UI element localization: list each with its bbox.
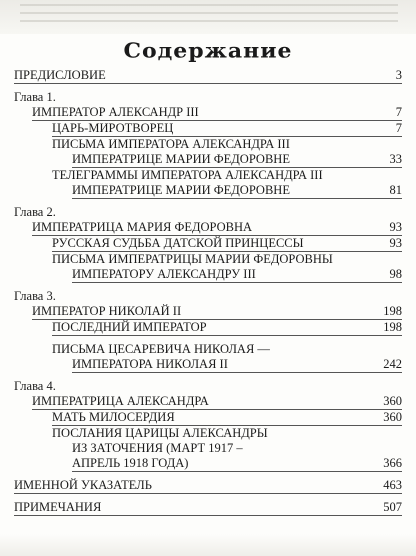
toc-entry-page: 366 — [383, 456, 402, 470]
chapter-heading: Глава 1. — [14, 90, 56, 104]
toc-entry-label: АПРЕЛЬ 1918 ГОДА) — [72, 456, 189, 470]
toc-entry[interactable] — [32, 220, 402, 236]
toc-entry-page: 198 — [383, 320, 402, 334]
toc-entry[interactable] — [72, 183, 402, 199]
show-through-bottom — [0, 534, 416, 556]
toc-entry-page: 7 — [395, 105, 402, 119]
toc-entry[interactable] — [52, 236, 402, 252]
toc-entry-label: ИМПЕРАТОРА НИКОЛАЯ II — [72, 357, 228, 371]
bleed-line — [20, 20, 398, 22]
toc-entry-page: 360 — [383, 394, 402, 408]
toc-entry-page: 507 — [383, 500, 402, 514]
toc-entry-line: ПИСЬМА ЦЕСАРЕВИЧА НИКОЛАЯ — — [52, 342, 270, 356]
bleed-line — [20, 4, 398, 6]
chapter-heading: Глава 3. — [14, 289, 56, 303]
chapter-heading: Глава 2. — [14, 205, 56, 219]
toc-entry-page: 93 — [389, 220, 402, 234]
toc-entry-label: ИМПЕРАТРИЦА МАРИЯ ФЕДОРОВНА — [32, 220, 253, 234]
toc-entry[interactable] — [72, 152, 402, 168]
chapter-heading: Глава 4. — [14, 379, 56, 393]
toc-entry-page: 463 — [383, 478, 402, 492]
toc-entry-label: МАТЬ МИЛОСЕРДИЯ — [52, 410, 175, 424]
toc-entry[interactable] — [32, 304, 402, 320]
toc-entry-label: ИМПЕРАТОР АЛЕКСАНДР III — [32, 105, 199, 119]
toc-entry-preface[interactable] — [14, 68, 402, 84]
toc-entry[interactable] — [72, 267, 402, 283]
toc-entry-label: ПОСЛЕДНИЙ ИМПЕРАТОР — [52, 320, 207, 334]
toc-entry-label: ПРИМЕЧАНИЯ — [14, 500, 102, 514]
toc-entry[interactable] — [72, 456, 402, 472]
page-title: Содержание — [123, 38, 293, 64]
toc-entry-label: ИМЕННОЙ УКАЗАТЕЛЬ — [14, 478, 152, 492]
toc-entry-label: ИМПЕРАТРИЦЕ МАРИИ ФЕДОРОВНЕ — [72, 152, 290, 166]
toc-entry-label: ИМПЕРАТОРУ АЛЕКСАНДРУ III — [72, 267, 256, 281]
toc-entry-label: ЦАРЬ-МИРОТВОРЕЦ — [52, 121, 174, 135]
toc-entry-line: ПОСЛАНИЯ ЦАРИЦЫ АЛЕКСАНДРЫ — [52, 426, 268, 440]
toc-entry-page: 98 — [389, 267, 402, 281]
bleed-line — [20, 12, 398, 14]
toc-entry[interactable] — [72, 357, 402, 373]
toc-entry-page: 7 — [395, 121, 402, 135]
toc-entry-page: 242 — [383, 357, 402, 371]
toc-entry-line: ИЗ ЗАТОЧЕНИЯ (МАРТ 1917 – — [72, 441, 243, 455]
toc-entry-label: ИМПЕРАТРИЦА АЛЕКСАНДРА — [32, 394, 209, 408]
toc-entry-line: ПИСЬМА ИМПЕРАТОРА АЛЕКСАНДРА III — [52, 137, 290, 151]
toc-entry[interactable] — [52, 121, 402, 137]
show-through-top — [0, 0, 416, 34]
toc-entry-notes[interactable] — [14, 500, 402, 516]
toc-entry-label: ИМПЕРАТРИЦЕ МАРИИ ФЕДОРОВНЕ — [72, 183, 290, 197]
toc-entry-page: 3 — [395, 68, 402, 82]
toc-entry-label: ПРЕДИСЛОВИЕ — [14, 68, 106, 82]
toc-entry-index[interactable] — [14, 478, 402, 494]
toc-entry-page: 33 — [389, 152, 402, 166]
toc-entry-page: 81 — [389, 183, 402, 197]
table-of-contents — [14, 68, 402, 516]
toc-entry[interactable] — [52, 410, 402, 426]
toc-entry-label: РУССКАЯ СУДЬБА ДАТСКОЙ ПРИНЦЕССЫ — [52, 236, 304, 250]
toc-entry-page: 93 — [389, 236, 402, 250]
toc-entry-page: 360 — [383, 410, 402, 424]
toc-entry-line: ТЕЛЕГРАММЫ ИМПЕРАТОРА АЛЕКСАНДРА III — [52, 168, 323, 182]
toc-entry-line: ПИСЬМА ИМПЕРАТРИЦЫ МАРИИ ФЕДОРОВНЫ — [52, 252, 333, 266]
toc-entry-label: ИМПЕРАТОР НИКОЛАЙ II — [32, 304, 182, 318]
toc-entry-page: 198 — [383, 304, 402, 318]
toc-entry[interactable] — [52, 320, 402, 336]
toc-entry[interactable] — [32, 394, 402, 410]
toc-entry[interactable] — [32, 105, 402, 121]
